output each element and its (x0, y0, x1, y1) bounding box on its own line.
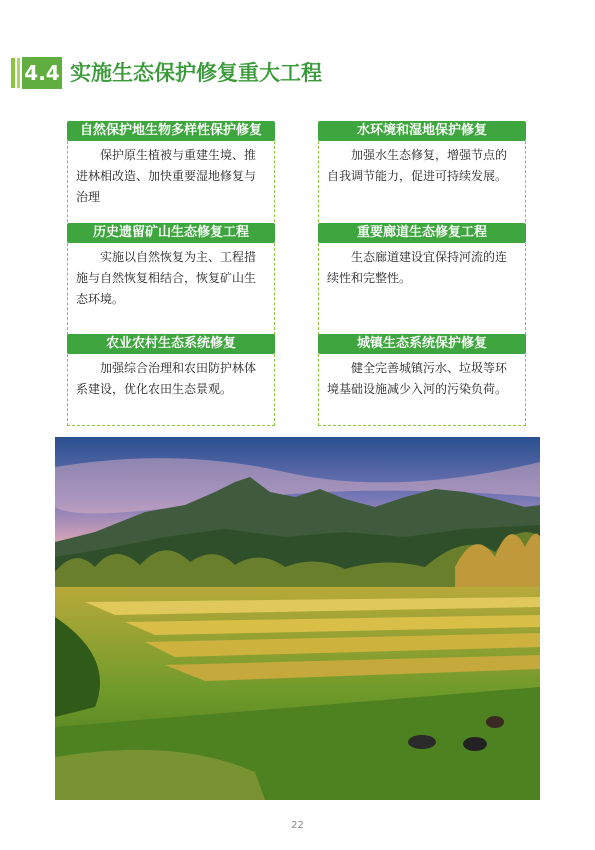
decorative-stripe (11, 58, 15, 88)
card-title: 城镇生态系统保护修复 (318, 334, 526, 354)
card-title: 自然保护地生物多样性保护修复 (67, 121, 275, 141)
section-number: 4.4 (22, 57, 62, 89)
card-title: 农业农村生态系统修复 (67, 334, 275, 354)
card-agriculture (67, 334, 275, 426)
card-mine-restoration (67, 223, 275, 335)
landscape-photo (55, 437, 540, 800)
card-water-wetland (318, 121, 526, 227)
card-nature-reserve (67, 121, 275, 227)
card-corridor (318, 223, 526, 335)
card-title: 水环境和湿地保护修复 (318, 121, 526, 141)
card-text: 健全完善城镇污水、垃圾等环境基础设施减少入河的污染负荷。 (318, 354, 526, 426)
card-text: 实施以自然恢复为主、工程措施与自然恢复相结合，恢复矿山生态环境。 (67, 243, 275, 335)
card-text: 保护原生植被与重建生境、推进林相改造、加快重要湿地修复与治理 (67, 141, 275, 227)
section-title: 实施生态保护修复重大工程 (70, 61, 322, 85)
page-number: 22 (291, 820, 304, 831)
card-title: 重要廊道生态修复工程 (318, 223, 526, 243)
card-text: 加强水生态修复，增强节点的自我调节能力，促进可持续发展。 (318, 141, 526, 227)
card-text: 生态廊道建设宜保持河流的连续性和完整性。 (318, 243, 526, 335)
decorative-stripe (17, 58, 20, 88)
card-text: 加强综合治理和农田防护林体系建设，优化农田生态景观。 (67, 354, 275, 426)
card-title: 历史遗留矿山生态修复工程 (67, 223, 275, 243)
card-urban (318, 334, 526, 426)
